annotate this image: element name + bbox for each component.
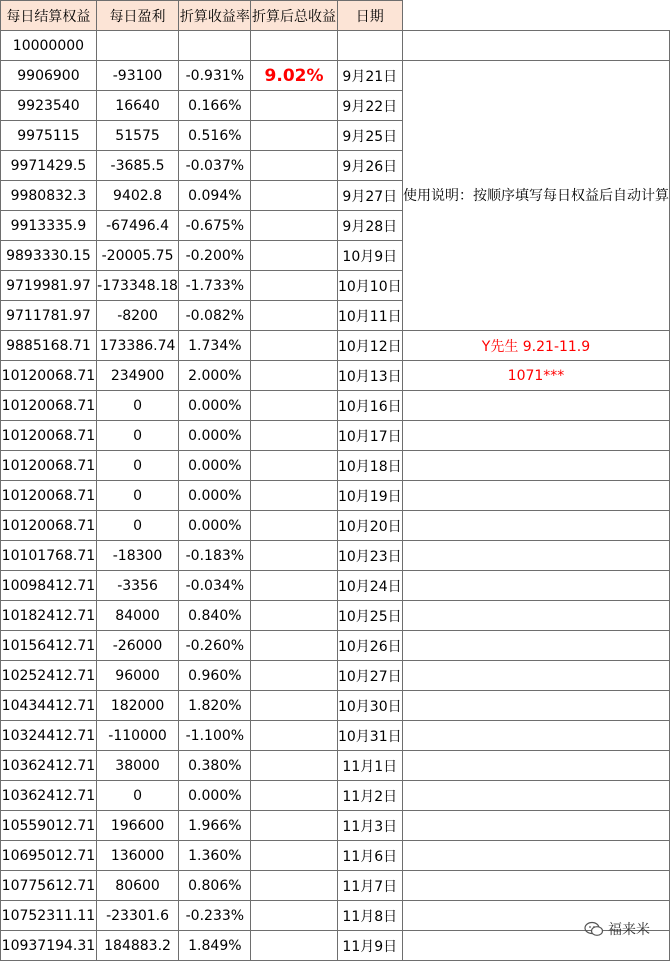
date-cell: 10月19日 — [337, 481, 402, 511]
rate-cell: -0.260% — [179, 631, 251, 661]
empty-cell — [251, 31, 337, 61]
empty-cell — [251, 481, 337, 511]
empty-cell — [251, 241, 337, 271]
date-cell: 10月12日 — [337, 331, 402, 361]
empty-cell — [251, 781, 337, 811]
rate-cell: -0.183% — [179, 541, 251, 571]
total-return-value: 9.02% — [264, 65, 324, 86]
side-blank — [402, 661, 669, 691]
table-row — [1, 361, 670, 391]
date-cell: 10月13日 — [337, 361, 402, 391]
rate-cell: 0.094% — [179, 181, 251, 211]
profit-cell: -173348.18 — [96, 271, 178, 301]
usage-note: 使用说明：按顺序填写每日权益后自动计算 — [402, 61, 669, 331]
equity-cell: 10101768.71 — [1, 541, 97, 571]
equity-cell: 10324412.71 — [1, 721, 97, 751]
header-profit: 每日盈利 — [96, 1, 178, 31]
side-blank — [402, 691, 669, 721]
empty-cell — [251, 841, 337, 871]
rate-cell: 0.806% — [179, 871, 251, 901]
empty-cell — [251, 631, 337, 661]
table-row — [1, 661, 670, 691]
table-row — [1, 691, 670, 721]
rate-cell: 0.000% — [179, 391, 251, 421]
equity-cell: 10098412.71 — [1, 571, 97, 601]
equity-cell: 9923540 — [1, 91, 97, 121]
table-row — [1, 901, 670, 931]
empty-cell — [251, 661, 337, 691]
side-blank — [402, 601, 669, 631]
table-row — [1, 931, 670, 961]
header-row — [1, 1, 670, 31]
side-blank — [402, 511, 669, 541]
date-cell: 11月9日 — [337, 931, 402, 961]
owner-line: Y先生 9.21-11.9 — [402, 331, 669, 361]
empty-cell — [251, 391, 337, 421]
profit-cell: 16640 — [96, 91, 178, 121]
wechat-icon — [584, 921, 604, 937]
date-cell: 10月25日 — [337, 601, 402, 631]
date-cell: 10月27日 — [337, 661, 402, 691]
date-cell: 10月26日 — [337, 631, 402, 661]
table-row — [1, 721, 670, 751]
equity-cell: 10775612.71 — [1, 871, 97, 901]
empty-cell — [251, 121, 337, 151]
equity-cell: 10559012.71 — [1, 811, 97, 841]
equity-cell: 9885168.71 — [1, 331, 97, 361]
empty-cell — [251, 91, 337, 121]
profit-cell: -23301.6 — [96, 901, 178, 931]
table-row — [1, 601, 670, 631]
empty-cell — [96, 31, 178, 61]
equity-cell: 9893330.15 — [1, 241, 97, 271]
empty-cell — [179, 31, 251, 61]
initial-row — [1, 31, 670, 61]
header-total-return: 折算后总收益 — [251, 1, 337, 31]
profit-cell: 0 — [96, 451, 178, 481]
side-blank — [402, 871, 669, 901]
profit-cell: -18300 — [96, 541, 178, 571]
profit-cell: 184883.2 — [96, 931, 178, 961]
rate-cell: 1.849% — [179, 931, 251, 961]
date-cell: 9月25日 — [337, 121, 402, 151]
date-cell: 10月24日 — [337, 571, 402, 601]
date-cell: 10月9日 — [337, 241, 402, 271]
rate-cell: 1.360% — [179, 841, 251, 871]
profit-cell: 136000 — [96, 841, 178, 871]
table-row — [1, 781, 670, 811]
profit-cell: 182000 — [96, 691, 178, 721]
rate-cell: -0.233% — [179, 901, 251, 931]
equity-cell: 10120068.71 — [1, 481, 97, 511]
profit-cell: 0 — [96, 421, 178, 451]
equity-cell: 10362412.71 — [1, 781, 97, 811]
table-row — [1, 61, 670, 91]
date-cell: 9月27日 — [337, 181, 402, 211]
rate-cell: 0.000% — [179, 451, 251, 481]
date-cell: 10月11日 — [337, 301, 402, 331]
rate-cell: 2.000% — [179, 361, 251, 391]
equity-cell: 10120068.71 — [1, 511, 97, 541]
date-cell: 11月1日 — [337, 751, 402, 781]
profit-cell: -3356 — [96, 571, 178, 601]
date-cell: 10月20日 — [337, 511, 402, 541]
date-cell: 11月2日 — [337, 781, 402, 811]
date-cell: 9月22日 — [337, 91, 402, 121]
table-row — [1, 811, 670, 841]
empty-cell — [251, 811, 337, 841]
empty-cell — [251, 691, 337, 721]
profit-cell: 38000 — [96, 751, 178, 781]
rate-cell: 0.516% — [179, 121, 251, 151]
empty-cell — [251, 871, 337, 901]
table-row — [1, 571, 670, 601]
rate-cell: 0.840% — [179, 601, 251, 631]
date-cell: 10月10日 — [337, 271, 402, 301]
empty-cell — [251, 271, 337, 301]
empty-cell — [251, 301, 337, 331]
equity-cell: 9913335.9 — [1, 211, 97, 241]
profit-cell: 173386.74 — [96, 331, 178, 361]
side-blank — [402, 751, 669, 781]
equity-cell: 9906900 — [1, 61, 97, 91]
equity-cell: 9719981.97 — [1, 271, 97, 301]
date-cell: 11月6日 — [337, 841, 402, 871]
date-cell: 11月7日 — [337, 871, 402, 901]
rate-cell: 0.166% — [179, 91, 251, 121]
date-cell: 10月16日 — [337, 391, 402, 421]
profit-cell: 96000 — [96, 661, 178, 691]
profit-cell: -8200 — [96, 301, 178, 331]
date-cell: 11月8日 — [337, 901, 402, 931]
side-blank — [402, 391, 669, 421]
equity-cell: 10120068.71 — [1, 361, 97, 391]
empty-cell — [251, 421, 337, 451]
table-row — [1, 391, 670, 421]
header-side-blank — [402, 1, 669, 31]
profit-cell: 51575 — [96, 121, 178, 151]
table-row — [1, 451, 670, 481]
side-blank — [402, 481, 669, 511]
table-row — [1, 751, 670, 781]
profit-cell: -93100 — [96, 61, 178, 91]
empty-cell — [251, 571, 337, 601]
rate-cell: -0.034% — [179, 571, 251, 601]
side-blank — [402, 631, 669, 661]
rate-cell: 0.380% — [179, 751, 251, 781]
equity-cell: 9711781.97 — [1, 301, 97, 331]
date-cell: 9月21日 — [337, 61, 402, 91]
side-blank — [402, 781, 669, 811]
date-cell: 10月30日 — [337, 691, 402, 721]
empty-cell — [251, 451, 337, 481]
equity-cell: 10695012.71 — [1, 841, 97, 871]
rate-cell: -1.733% — [179, 271, 251, 301]
equity-cell: 10937194.31 — [1, 931, 97, 961]
empty-cell — [251, 931, 337, 961]
empty-cell — [251, 511, 337, 541]
equity-cell: 10120068.71 — [1, 391, 97, 421]
header-equity: 每日结算权益 — [1, 1, 97, 31]
rate-cell: 1.820% — [179, 691, 251, 721]
profit-cell: -26000 — [96, 631, 178, 661]
watermark-text: 福来米 — [608, 922, 650, 938]
total-return-cell — [251, 61, 337, 91]
rate-cell: 0.960% — [179, 661, 251, 691]
profit-cell: 0 — [96, 391, 178, 421]
equity-cell: 10120068.71 — [1, 421, 97, 451]
equity-cell: 10362412.71 — [1, 751, 97, 781]
profit-cell: -3685.5 — [96, 151, 178, 181]
table-row — [1, 331, 670, 361]
profit-cell: 80600 — [96, 871, 178, 901]
date-cell: 10月23日 — [337, 541, 402, 571]
side-blank — [402, 811, 669, 841]
empty-cell — [251, 901, 337, 931]
date-cell: 9月26日 — [337, 151, 402, 181]
equity-cell: 10252412.71 — [1, 661, 97, 691]
table-row — [1, 421, 670, 451]
rate-cell: -0.931% — [179, 61, 251, 91]
account-line: 1071*** — [402, 361, 669, 391]
side-blank — [402, 541, 669, 571]
rate-cell: 0.000% — [179, 781, 251, 811]
profit-cell: 234900 — [96, 361, 178, 391]
side-blank — [402, 571, 669, 601]
rate-cell: 0.000% — [179, 421, 251, 451]
rate-cell: 1.966% — [179, 811, 251, 841]
empty-cell — [337, 31, 402, 61]
empty-cell — [251, 751, 337, 781]
equity-cell: 9980832.3 — [1, 181, 97, 211]
table-row — [1, 511, 670, 541]
side-blank — [402, 721, 669, 751]
profit-cell: 0 — [96, 481, 178, 511]
equity-cell: 9971429.5 — [1, 151, 97, 181]
equity-cell: 9975115 — [1, 121, 97, 151]
profit-cell: 196600 — [96, 811, 178, 841]
profit-cell: 84000 — [96, 601, 178, 631]
profit-cell: 9402.8 — [96, 181, 178, 211]
equity-cell: 10434412.71 — [1, 691, 97, 721]
table-row — [1, 541, 670, 571]
equity-cell: 10182412.71 — [1, 601, 97, 631]
header-rate: 折算收益率 — [179, 1, 251, 31]
empty-cell — [251, 151, 337, 181]
rate-cell: -0.037% — [179, 151, 251, 181]
table-row — [1, 631, 670, 661]
empty-cell — [251, 331, 337, 361]
table-row — [1, 871, 670, 901]
profit-cell: -20005.75 — [96, 241, 178, 271]
rate-cell: -0.200% — [179, 241, 251, 271]
rate-cell: -1.100% — [179, 721, 251, 751]
rate-cell: 0.000% — [179, 511, 251, 541]
equity-cell: 10752311.11 — [1, 901, 97, 931]
date-cell: 10月31日 — [337, 721, 402, 751]
side-blank — [402, 451, 669, 481]
side-blank — [402, 841, 669, 871]
initial-equity-cell: 10000000 — [1, 31, 97, 61]
rate-cell: -0.082% — [179, 301, 251, 331]
empty-cell — [251, 181, 337, 211]
profit-cell: 0 — [96, 781, 178, 811]
date-cell: 10月17日 — [337, 421, 402, 451]
rate-cell: 0.000% — [179, 481, 251, 511]
rate-cell: -0.675% — [179, 211, 251, 241]
empty-cell — [251, 601, 337, 631]
empty-cell — [251, 211, 337, 241]
date-cell: 10月18日 — [337, 451, 402, 481]
profit-cell: -67496.4 — [96, 211, 178, 241]
table-row — [1, 481, 670, 511]
watermark — [584, 919, 650, 939]
equity-cell: 10156412.71 — [1, 631, 97, 661]
date-cell: 11月3日 — [337, 811, 402, 841]
side-blank — [402, 421, 669, 451]
table-row — [1, 841, 670, 871]
equity-cell: 10120068.71 — [1, 451, 97, 481]
empty-cell — [251, 721, 337, 751]
date-cell: 9月28日 — [337, 211, 402, 241]
profit-cell: 0 — [96, 511, 178, 541]
empty-cell — [251, 541, 337, 571]
side-blank — [402, 31, 669, 61]
profit-cell: -110000 — [96, 721, 178, 751]
rate-cell: 1.734% — [179, 331, 251, 361]
header-date: 日期 — [337, 1, 402, 31]
empty-cell — [251, 361, 337, 391]
